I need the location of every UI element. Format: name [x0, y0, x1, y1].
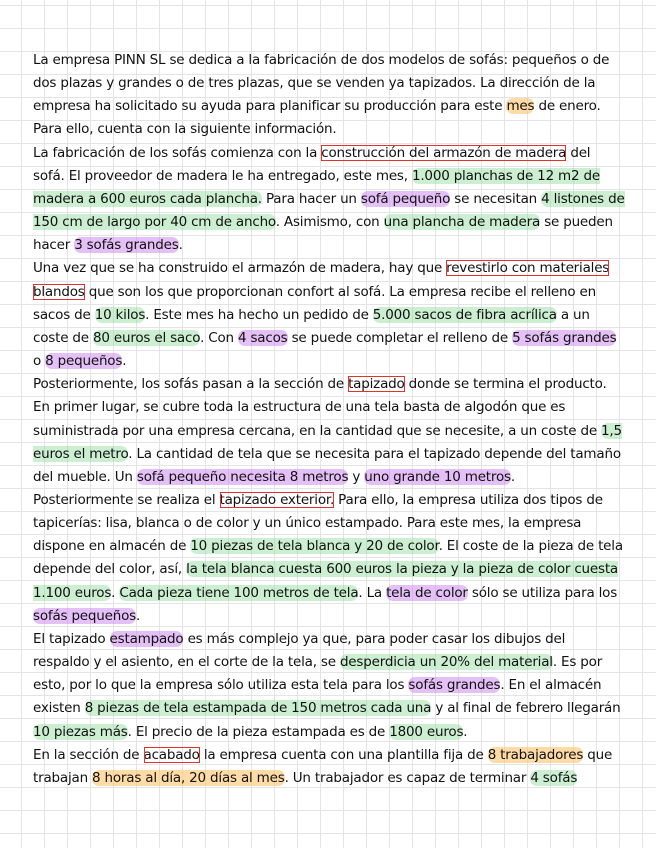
red-box-annotation: acabado	[143, 746, 200, 763]
green-highlight: 10 piezas más	[33, 723, 128, 740]
red-box-annotation: tapizado	[348, 376, 405, 393]
text-run: de enero. Para ello, cuenta con la siguiente información.	[33, 98, 601, 138]
text-run: sólo se utiliza para los	[467, 584, 618, 601]
green-highlight: 1.000 planchas de 12 m2 de madera a 600 euros cada plancha.	[33, 167, 600, 207]
purple-highlight: sofá pequeño	[360, 190, 451, 207]
text-run: . La	[358, 584, 387, 601]
text-run: donde se termina el producto. En primer lugar, se cubre toda la estructura de una tela basta de algodón que es suministrada por una empresa cercana, en la cantidad que se necesite, a un coste de	[33, 376, 607, 439]
orange-highlight: 8 horas al día, 20 días al mes	[92, 769, 285, 786]
text-run: a un coste de	[33, 306, 590, 346]
text-run: La empresa PINN SL se dedica a la fabricación de dos modelos de sofás: pequeños o de dos plazas y grandes o de tres plazas, que se venden ya tapizados. La dirección de la empresa ha solicitado su ayuda para planificar su producción para este	[33, 52, 610, 115]
text-run: .	[122, 353, 127, 370]
purple-highlight: 4 sacos	[237, 329, 288, 346]
text-run: . Con	[200, 329, 238, 346]
green-highlight: 10 piezas de tela blanca y 20 de color	[190, 538, 439, 555]
text-run: o	[33, 353, 46, 370]
green-highlight: 5.000 sacos de fibra acrílica	[372, 306, 557, 323]
purple-highlight: 8 pequeños	[45, 353, 123, 370]
green-highlight: Cada pieza tiene 100 metros de tela	[119, 584, 359, 601]
text-run: . En el almacén existen	[33, 677, 602, 717]
text-run: del sofá. El proveedor de madera le ha entregado, este mes,	[33, 144, 591, 184]
purple-highlight: tela de color	[386, 584, 468, 601]
red-box-annotation: tapizado exterior.	[219, 491, 335, 508]
purple-highlight: estampado	[109, 630, 184, 647]
text-run: . Un trabajador es capaz de terminar	[284, 769, 531, 786]
green-highlight: 80 euros el saco	[92, 329, 201, 346]
text-run: que trabajan	[33, 746, 613, 786]
text-run: .	[136, 607, 141, 624]
text-run: Posteriormente, los sofás pasan a la sección de	[33, 376, 349, 393]
text-run: .	[111, 584, 120, 601]
orange-highlight: 8 trabajadores	[487, 746, 584, 763]
text-run: es más complejo ya que, para poder casar los dibujos del respaldo y el asiento, en el corte de la tela, se	[33, 630, 566, 671]
paragraph	[33, 373, 625, 489]
text-run: Una vez que se ha construido el armazón de madera, hay que	[33, 260, 447, 277]
text-run: y	[348, 468, 365, 485]
purple-highlight: sofás grandes	[408, 677, 501, 694]
text-run: la empresa cuenta con una plantilla fija de	[199, 746, 488, 763]
text-run: . Es por esto, por lo que la empresa sólo utiliza esta tela para los	[33, 654, 603, 694]
paragraph	[33, 489, 625, 628]
purple-highlight: sofá pequeño necesita 8 metros	[136, 468, 349, 485]
red-box-annotation: revestirlo con materiales blandos	[33, 260, 610, 300]
green-highlight: 10 kilos	[94, 306, 146, 323]
text-run: se puede completar el relleno de	[287, 329, 513, 346]
text-run: . La cantidad de tela que se necesita para el tapizado depende del tamaño del mueble. Un	[33, 445, 621, 485]
text-run: . Este mes ha hecho un pedido de	[145, 306, 373, 323]
text-run: El tapizado	[33, 630, 110, 647]
paragraph	[33, 257, 625, 373]
text-run: En la sección de	[33, 746, 144, 763]
purple-highlight: 5 sofás grandes	[512, 329, 617, 346]
green-highlight: una plancha de madera	[383, 214, 541, 231]
paragraph	[33, 628, 625, 744]
paragraph	[33, 49, 625, 142]
text-run: se pueden hacer	[33, 214, 613, 254]
text-run: Para hacer un	[261, 190, 361, 207]
text-run: .	[178, 237, 183, 254]
text-run: Posteriormente se realiza el	[33, 491, 220, 508]
paragraph	[33, 744, 625, 790]
text-run: Para ello, la empresa utiliza dos tipos de tapicerías: lisa, blanca o de color y un único estampado. Para este mes, la empresa dispone en almacén de	[33, 491, 603, 555]
text-run: . Asimismo, con	[275, 214, 384, 231]
red-box-annotation: construcción del armazón de madera	[321, 144, 567, 161]
purple-highlight: 3 sofás grandes	[74, 237, 179, 254]
green-highlight: 8 piezas de tela estampada de 150 metros cada una	[84, 700, 432, 717]
document-body	[33, 49, 625, 790]
green-highlight: 1,5 euros el metro	[33, 422, 622, 462]
orange-highlight: mes	[506, 98, 535, 115]
green-highlight: 4 listones de 150 cm de largo por 40 cm de ancho	[33, 190, 625, 231]
paragraph	[33, 142, 625, 258]
text-run: que son los que proporcionan confort al sofá. La empresa recibe el relleno en sacos de	[33, 283, 596, 323]
text-run: y al final de febrero llegarán	[431, 700, 621, 717]
text-run: .	[510, 468, 515, 485]
text-run: se necesitan	[450, 190, 542, 207]
text-run: . El precio de la pieza estampada es de	[127, 723, 390, 740]
text-run: . El coste de la pieza de tela depende del color, así,	[33, 538, 623, 578]
green-highlight: desperdicia un 20% del material	[339, 654, 553, 671]
green-highlight: la tela blanca cuesta 600 euros la pieza y la pieza de color cuesta 1.100 euros	[33, 561, 619, 601]
text-run: .	[463, 723, 468, 740]
green-highlight: 1800 euros	[389, 723, 464, 740]
text-run: La fabricación de los sofás comienza con la	[33, 144, 322, 161]
purple-highlight: uno grande 10 metros	[364, 468, 511, 485]
purple-highlight: sofás pequeños	[33, 607, 136, 624]
green-highlight: 4 sofás	[530, 769, 578, 786]
